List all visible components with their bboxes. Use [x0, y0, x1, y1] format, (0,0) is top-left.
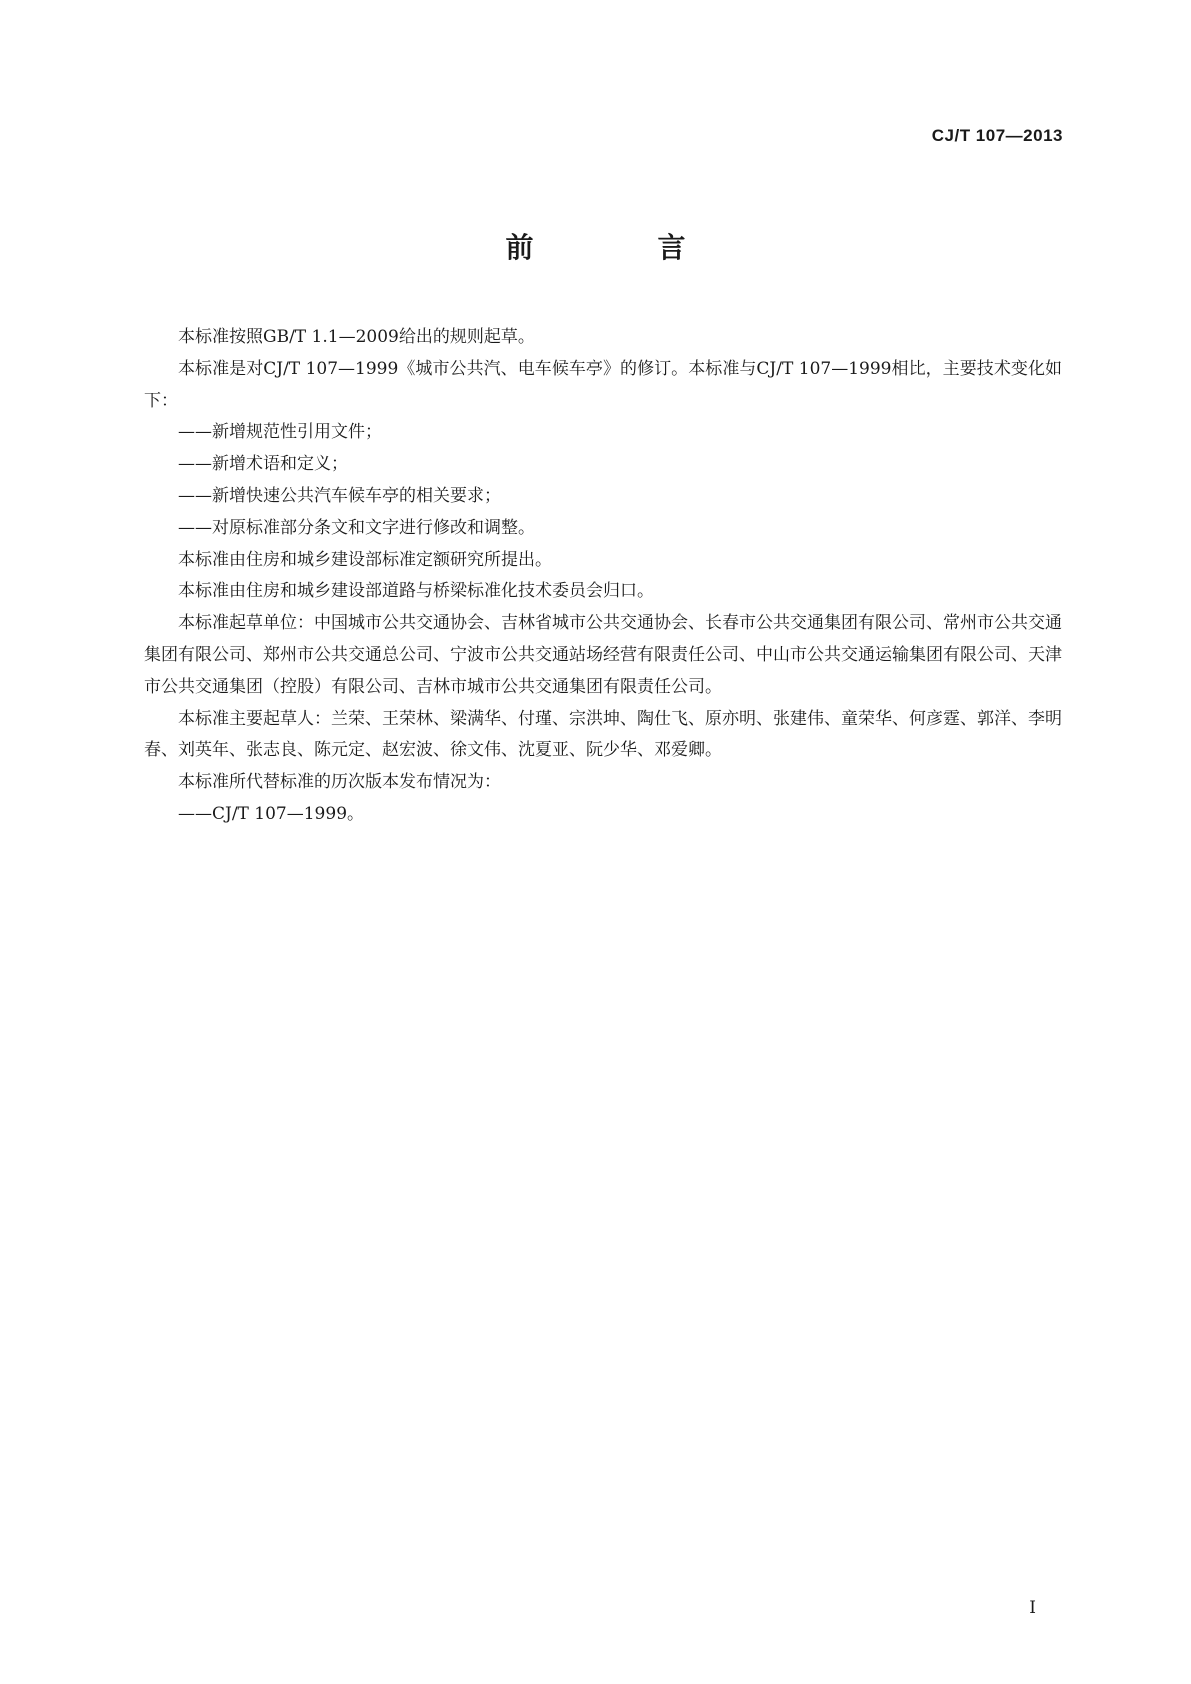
foreword-body	[144, 322, 1062, 831]
page-number: I	[1029, 1598, 1036, 1618]
paragraph-proposed-by: 本标准由住房和城乡建设部标准定额研究所提出。	[178, 549, 552, 570]
change-item: ——新增快速公共汽车候车亭的相关要求；	[178, 485, 501, 506]
paragraph-revision-note: 本标准是对CJ/T 107—1999《城市公共汽、电车候车亭》的修订。本标准与CJ/T 107—1999相比，主要技术变化如下：	[144, 358, 1062, 411]
change-item: ——新增规范性引用文件；	[178, 422, 382, 443]
paragraph-drafting-units: 本标准起草单位：中国城市公共交通协会、吉林省城市公共交通协会、长春市公共交通集团有限公司、常州市公共交通集团有限公司、郑州市公共交通总公司、宁波市公共交通站场经营有限责任公司、中山市公共交通运输集团有限公司、天津市公共交通集团（控股）有限公司、吉林市城市公共交通集团有限责任公司。	[144, 613, 1062, 697]
standard-code: CJ/T 107—2013	[931, 126, 1063, 145]
previous-edition-item: ——CJ/T 107—1999。	[178, 803, 365, 824]
paragraph-drafting-rules: 本标准按照GB/T 1.1—2009给出的规则起草。	[178, 327, 535, 347]
paragraph-drafters: 本标准主要起草人：兰荣、王荣林、梁满华、付瑾、宗洪坤、陶仕飞、原亦明、张建伟、童荣华、何彦霆、郭洋、李明春、刘英年、张志良、陈元定、赵宏波、徐文伟、沈夏亚、阮少华、邓爱卿。	[144, 708, 1062, 761]
paragraph-previous-editions: 本标准所代替标准的历次版本发布情况为：	[178, 772, 501, 793]
change-item: ——对原标准部分条文和文字进行修改和调整。	[178, 517, 535, 538]
change-item: ——新增术语和定义；	[178, 454, 348, 475]
page-title: 前 言	[505, 231, 734, 264]
paragraph-centralized-by: 本标准由住房和城乡建设部道路与桥梁标准化技术委员会归口。	[178, 581, 654, 602]
